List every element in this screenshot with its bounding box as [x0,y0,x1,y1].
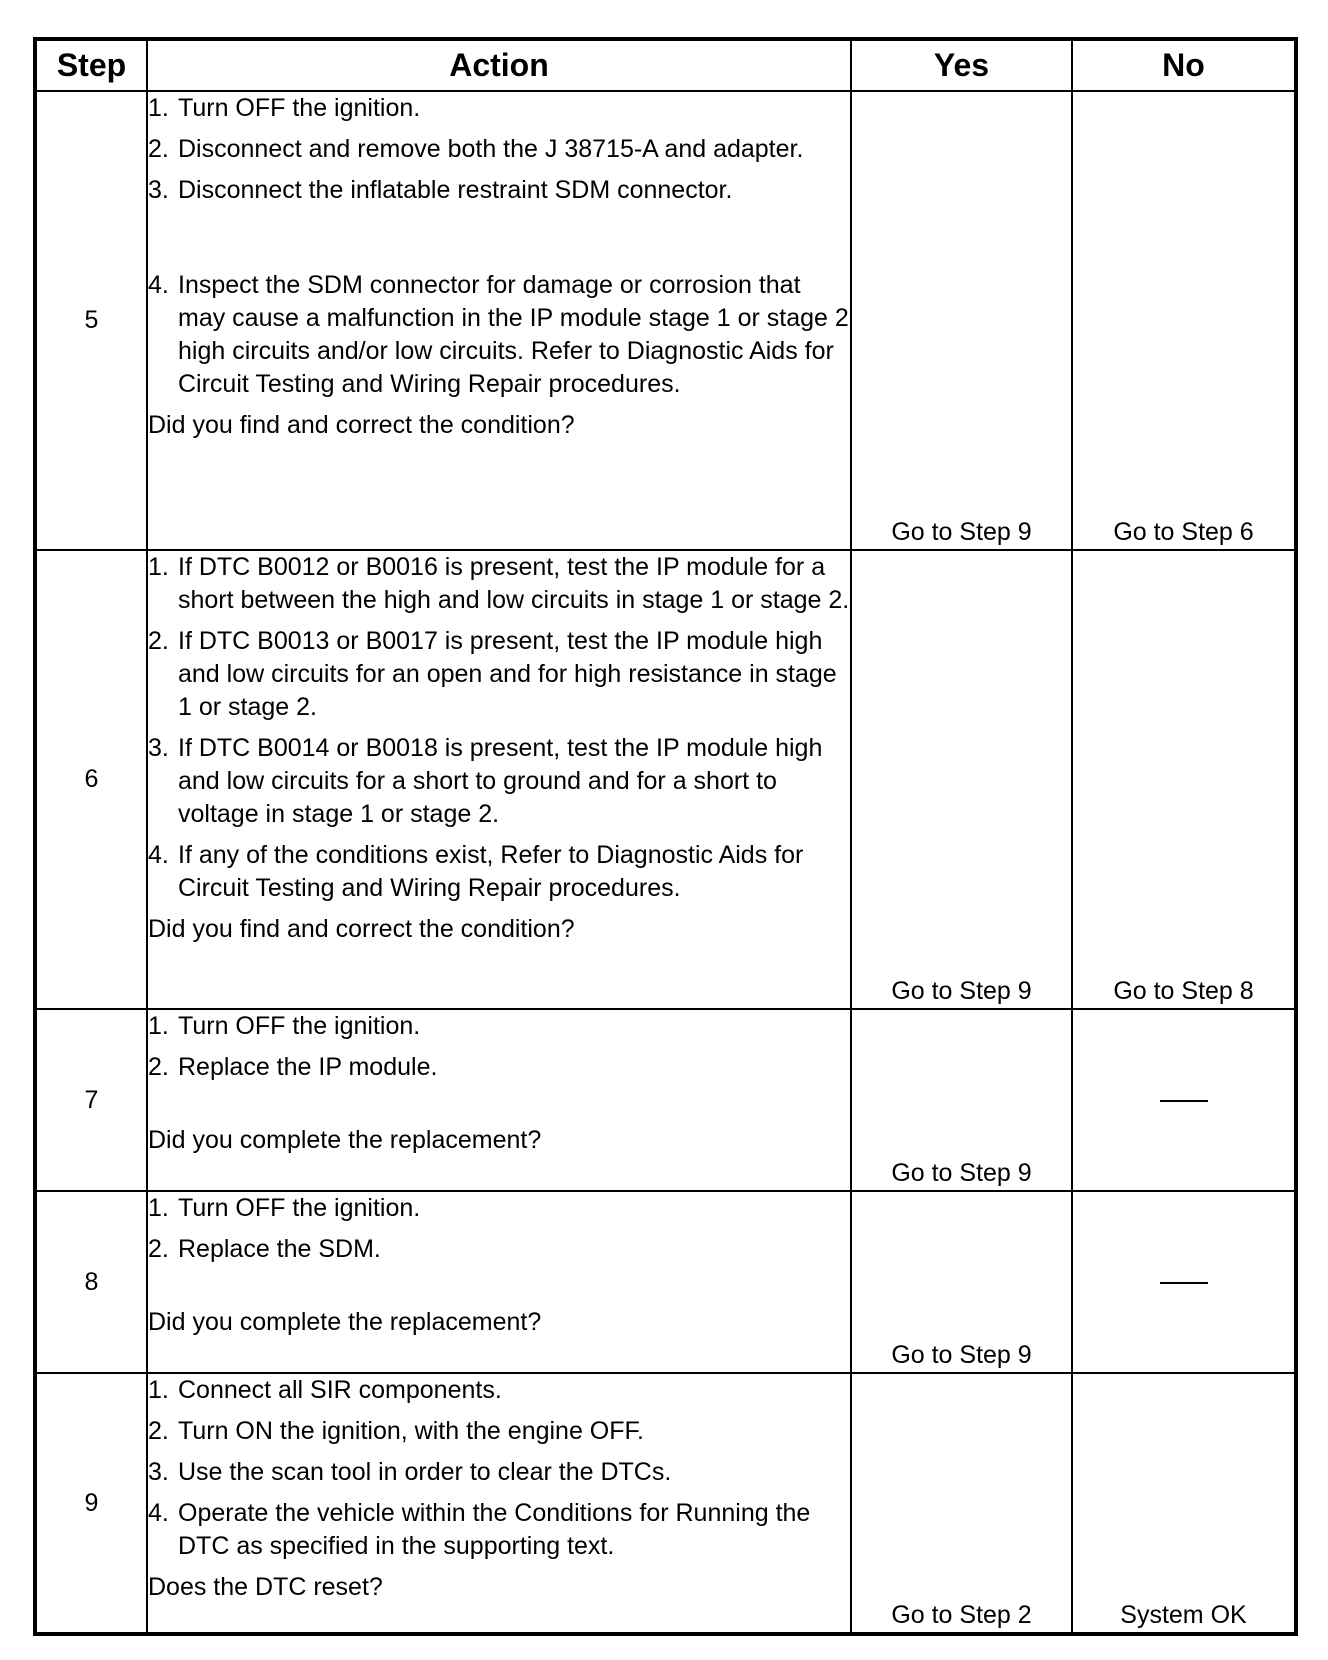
header-yes: Yes [851,39,1072,91]
header-action: Action [147,39,851,91]
question-text: Did you complete the replacement? [148,1126,542,1154]
step-number: 5 [35,91,147,550]
list-item: 4. Inspect the SDM connector for damage or corrosion that may cause a malfunction in the IP module stage 1 or stage 2 high circuits and/or low circuits. Refer to Diagnostic Aids for Circuit Testing and Wiring Repair procedures. [148,271,849,398]
no-cell: System OK [1072,1373,1296,1634]
step-number: 9 [35,1373,147,1634]
list-item: 1. If DTC B0012 or B0016 is present, test the IP module for a short between the high and low circuits in stage 1 or stage 2. [148,553,850,614]
no-cell [1072,1009,1296,1191]
action-cell [147,1373,851,1634]
diagnostic-table [33,37,1298,1636]
list-item: 4. If any of the conditions exist, Refer to Diagnostic Aids for Circuit Testing and Wiring Repair procedures. [148,841,804,902]
table-row [35,91,1296,550]
list-item: 1. Connect all SIR components. [148,1376,502,1404]
yes-cell: Go to Step 9 [851,91,1072,550]
action-cell [147,91,851,550]
no-cell: Go to Step 6 [1072,91,1296,550]
question-text: Did you find and correct the condition? [148,411,575,439]
action-cell [147,1009,851,1191]
list-item: 2. Turn ON the ignition, with the engine OFF. [148,1417,644,1445]
list-item: 3. Use the scan tool in order to clear the DTCs. [148,1458,672,1486]
no-cell: Go to Step 8 [1072,550,1296,1009]
list-item: 2. Replace the SDM. [148,1235,381,1263]
yes-cell: Go to Step 9 [851,1009,1072,1191]
list-item: 1. Turn OFF the ignition. [148,1012,421,1040]
yes-cell: Go to Step 9 [851,550,1072,1009]
action-cell [147,1191,851,1373]
yes-cell: Go to Step 2 [851,1373,1072,1634]
header-step: Step [35,39,147,91]
question-text: Did you find and correct the condition? [148,915,575,943]
dash-mark [1160,1100,1208,1102]
table-row [35,550,1296,1009]
step-number: 6 [35,550,147,1009]
question-text: Does the DTC reset? [148,1573,383,1601]
step-number: 7 [35,1009,147,1191]
list-item: 3. Disconnect the inflatable restraint SDM connector. [148,176,733,204]
list-item: 4. Operate the vehicle within the Conditions for Running the DTC as specified in the supporting text. [148,1499,811,1560]
dash-mark [1160,1282,1208,1284]
table-row [35,1009,1296,1191]
list-item: 2. Disconnect and remove both the J 38715-A and adapter. [148,135,804,163]
table-row [35,1373,1296,1634]
header-no: No [1072,39,1296,91]
list-item: 3. If DTC B0014 or B0018 is present, test the IP module high and low circuits for a short to ground and for a short to voltage in stage 1 or stage 2. [148,734,823,828]
question-text: Did you complete the replacement? [148,1308,542,1336]
list-item: 1. Turn OFF the ignition. [148,94,421,122]
table-row [35,1191,1296,1373]
list-item: 2. If DTC B0013 or B0017 is present, test the IP module high and low circuits for an open and for high resistance in stage 1 or stage 2. [148,627,837,721]
action-cell [147,550,851,1009]
header-row [35,39,1296,91]
list-item: 2. Replace the IP module. [148,1053,438,1081]
list-item: 1. Turn OFF the ignition. [148,1194,421,1222]
step-number: 8 [35,1191,147,1373]
yes-cell: Go to Step 9 [851,1191,1072,1373]
no-cell [1072,1191,1296,1373]
